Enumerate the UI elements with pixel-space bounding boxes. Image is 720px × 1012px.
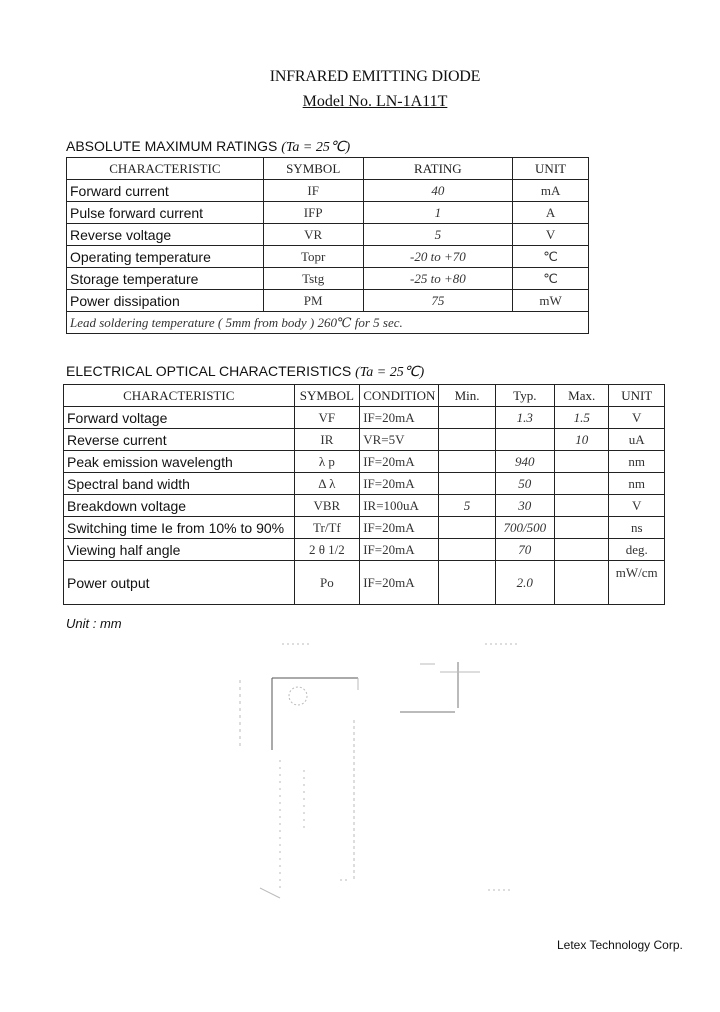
header-cell: Typ. (495, 385, 554, 407)
header-cell: CHARACTERISTIC (64, 385, 295, 407)
header-cell: Min. (439, 385, 495, 407)
eo-section-heading: ELECTRICAL OPTICAL CHARACTERISTICS (Ta = 25℃) (66, 363, 425, 380)
electrical-optical-table (63, 384, 665, 605)
package-outline-drawing (230, 630, 530, 910)
header-cell: RATING (363, 158, 513, 180)
soldering-note: Lead soldering temperature ( 5mm from body ) 260℃ for 5 sec. (67, 312, 589, 334)
table-row: Switching time Ie from 10% to 90% Tr/Tf IF=20mA 700/500 ns (64, 517, 665, 539)
model-number: Model No. LN-1A11T (302, 93, 448, 110)
header-cell: CONDITION (360, 385, 439, 407)
header-cell: SYMBOL (263, 158, 363, 180)
company-footer: Letex Technology Corp. (557, 938, 683, 952)
table-row: Forward current IF 40 mA (67, 180, 589, 202)
table-row: Operating temperature Topr -20 to +70 ℃ (67, 246, 589, 268)
header-cell: UNIT (609, 385, 665, 407)
table-row: Forward voltage VF IF=20mA 1.3 1.5 V (64, 407, 665, 429)
header-cell: UNIT (513, 158, 589, 180)
table-row: Reverse current IR VR=5V 10 uA (64, 429, 665, 451)
drawing-lines (240, 644, 520, 898)
table-row: Power output Po IF=20mA 2.0 mW/cm (64, 561, 665, 605)
table-note-row (67, 312, 589, 334)
absolute-ratings-table (66, 157, 589, 334)
unit-label: Unit : mm (66, 616, 122, 631)
header-cell: CHARACTERISTIC (67, 158, 264, 180)
table-row: Viewing half angle 2 θ 1/2 IF=20mA 70 deg. (64, 539, 665, 561)
table-row: Breakdown voltage VBR IR=100uA 5 30 V (64, 495, 665, 517)
abs-section-heading: ABSOLUTE MAXIMUM RATINGS (Ta = 25℃) (66, 138, 351, 155)
document-title: INFRARED EMITTING DIODE (269, 68, 481, 85)
header-cell: Max. (554, 385, 609, 407)
table-header-row (64, 385, 665, 407)
table-row: Reverse voltage VR 5 V (67, 224, 589, 246)
table-header-row (67, 158, 589, 180)
table-row: Spectral band width Δ λ IF=20mA 50 nm (64, 473, 665, 495)
table-row: Power dissipation PM 75 mW (67, 290, 589, 312)
table-row: Pulse forward current IFP 1 A (67, 202, 589, 224)
table-row: Storage temperature Tstg -25 to +80 ℃ (67, 268, 589, 290)
header-cell: SYMBOL (294, 385, 360, 407)
table-row: Peak emission wavelength λ p IF=20mA 940 nm (64, 451, 665, 473)
